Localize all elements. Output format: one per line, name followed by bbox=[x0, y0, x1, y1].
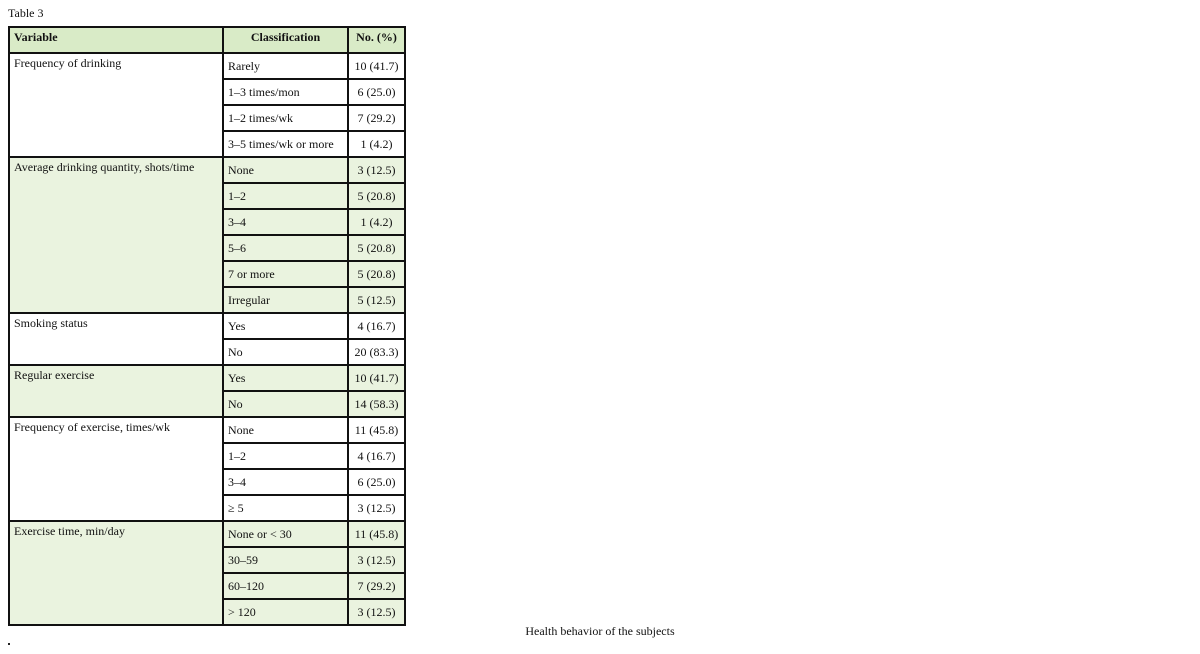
value-cell: 4 (16.7) bbox=[348, 313, 405, 339]
header-classification: Classification bbox=[223, 27, 348, 53]
value-cell: 20 (83.3) bbox=[348, 339, 405, 365]
variable-cell: Average drinking quantity, shots/time bbox=[9, 157, 223, 313]
classification-cell: None bbox=[223, 417, 348, 443]
value-cell: 7 (29.2) bbox=[348, 573, 405, 599]
classification-cell: Yes bbox=[223, 313, 348, 339]
variable-cell: Exercise time, min/day bbox=[9, 521, 223, 625]
header-row bbox=[9, 27, 405, 53]
classification-cell: 5–6 bbox=[223, 235, 348, 261]
value-cell: 11 (45.8) bbox=[348, 417, 405, 443]
value-cell: 3 (12.5) bbox=[348, 547, 405, 573]
classification-cell: 7 or more bbox=[223, 261, 348, 287]
table-header bbox=[9, 27, 405, 53]
value-cell: 6 (25.0) bbox=[348, 469, 405, 495]
variable-cell: Frequency of exercise, times/wk bbox=[9, 417, 223, 521]
value-cell: 1 (4.2) bbox=[348, 209, 405, 235]
classification-cell: No bbox=[223, 391, 348, 417]
table-row bbox=[9, 313, 405, 339]
variable-cell: Frequency of drinking bbox=[9, 53, 223, 157]
classification-cell: 1–2 times/wk bbox=[223, 105, 348, 131]
classification-cell: ≥ 5 bbox=[223, 495, 348, 521]
table-label: Table 3 bbox=[8, 6, 44, 20]
classification-cell: 30–59 bbox=[223, 547, 348, 573]
value-cell: 3 (12.5) bbox=[348, 495, 405, 521]
classification-cell: Rarely bbox=[223, 53, 348, 79]
classification-cell: 1–3 times/mon bbox=[223, 79, 348, 105]
classification-cell: None bbox=[223, 157, 348, 183]
value-cell: 5 (12.5) bbox=[348, 287, 405, 313]
table-row bbox=[9, 365, 405, 391]
value-cell: 5 (20.8) bbox=[348, 183, 405, 209]
classification-cell: 3–5 times/wk or more bbox=[223, 131, 348, 157]
value-cell: 7 (29.2) bbox=[348, 105, 405, 131]
header-number: No. (%) bbox=[348, 27, 405, 53]
value-cell: 14 (58.3) bbox=[348, 391, 405, 417]
value-cell: 1 (4.2) bbox=[348, 131, 405, 157]
table-row bbox=[9, 53, 405, 79]
table-row bbox=[9, 157, 405, 183]
value-cell: 3 (12.5) bbox=[348, 599, 405, 625]
classification-cell: Irregular bbox=[223, 287, 348, 313]
classification-cell: None or < 30 bbox=[223, 521, 348, 547]
value-cell: 6 (25.0) bbox=[348, 79, 405, 105]
table-row bbox=[9, 417, 405, 443]
classification-cell: 3–4 bbox=[223, 469, 348, 495]
header-variable: Variable bbox=[9, 27, 223, 53]
classification-cell: > 120 bbox=[223, 599, 348, 625]
variable-cell: Smoking status bbox=[9, 313, 223, 365]
health-behavior-table bbox=[8, 26, 406, 626]
classification-cell: 60–120 bbox=[223, 573, 348, 599]
value-cell: 3 (12.5) bbox=[348, 157, 405, 183]
classification-cell: No bbox=[223, 339, 348, 365]
classification-cell: 1–2 bbox=[223, 443, 348, 469]
value-cell: 5 (20.8) bbox=[348, 235, 405, 261]
variable-cell: Regular exercise bbox=[9, 365, 223, 417]
value-cell: 10 (41.7) bbox=[348, 365, 405, 391]
table-body bbox=[9, 53, 405, 625]
classification-cell: 3–4 bbox=[223, 209, 348, 235]
value-cell: 5 (20.8) bbox=[348, 261, 405, 287]
table-row bbox=[9, 521, 405, 547]
table-caption: Health behavior of the subjects bbox=[525, 624, 675, 638]
classification-cell: Yes bbox=[223, 365, 348, 391]
classification-cell: 1–2 bbox=[223, 183, 348, 209]
stray-dot bbox=[8, 643, 10, 645]
value-cell: 4 (16.7) bbox=[348, 443, 405, 469]
value-cell: 10 (41.7) bbox=[348, 53, 405, 79]
value-cell: 11 (45.8) bbox=[348, 521, 405, 547]
